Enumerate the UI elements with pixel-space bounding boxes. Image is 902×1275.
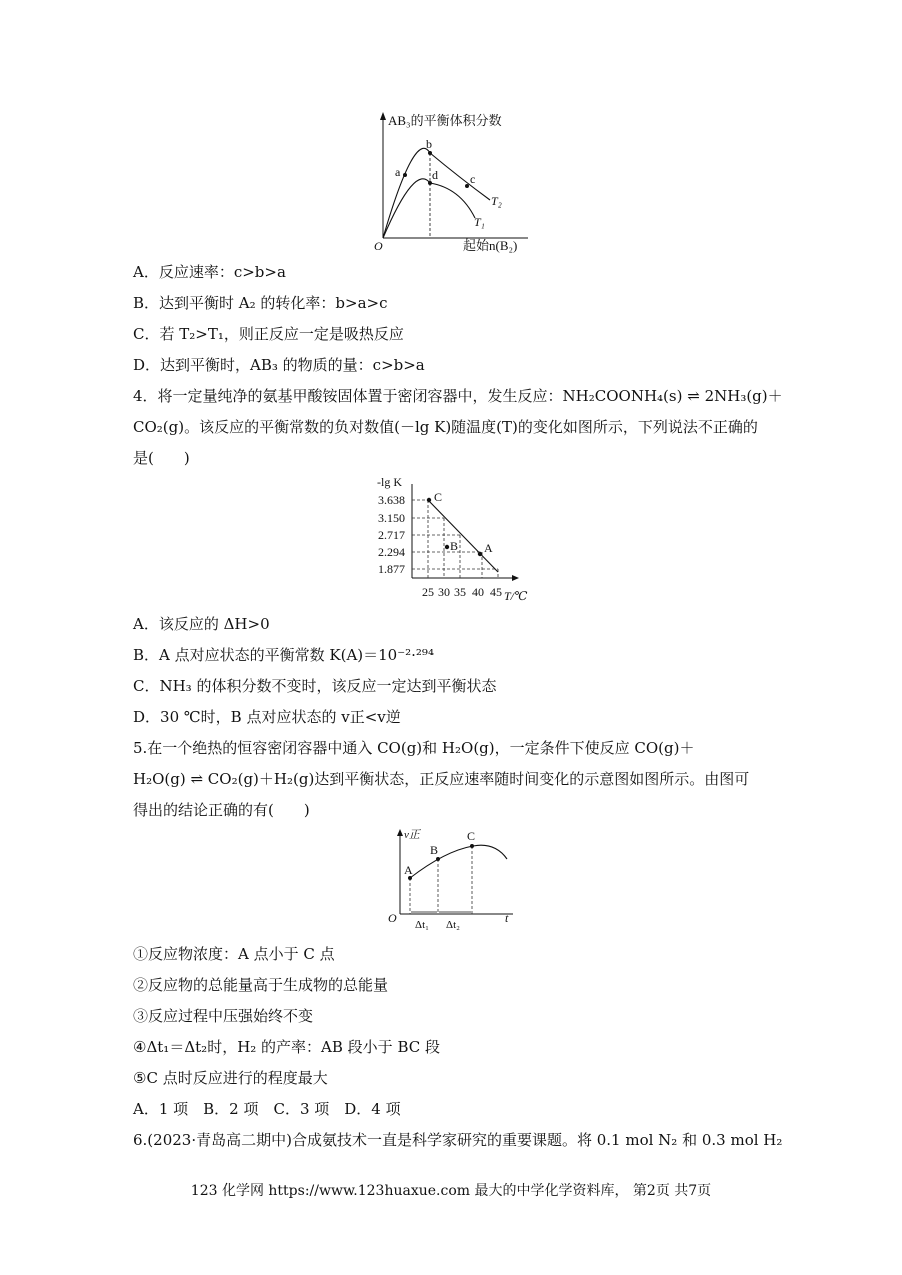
figure-rate-vs-time [385, 826, 520, 936]
q5-options: A．1 项 B．2 项 C．3 项 D．4 项 [133, 1100, 401, 1118]
fig3-point-a: A [404, 863, 413, 877]
q5-item-2: ②反应物的总能量高于生成物的总能量 [133, 976, 389, 994]
fig1-point-d: d [432, 168, 438, 182]
q4-option-a: A．该反应的 ΔH>0 [133, 615, 270, 633]
fig1-curve-t2: T₂ [491, 194, 502, 208]
fig2-ytick: 1.877 [378, 562, 405, 576]
fig3-point-c: C [467, 829, 476, 843]
fig2-xtick: 35 [454, 585, 466, 599]
q5-stem-line2: H₂O(g) ⇌ CO₂(g)＋H₂(g)达到平衡状态，正反应速率随时间变化的示意图如图所示。由图可 [133, 770, 750, 788]
q5-item-4: ④Δt₁＝Δt₂时，H₂ 的产率：AB 段小于 BC 段 [133, 1038, 440, 1056]
q4-stem-line2: CO₂(g)。该反应的平衡常数的负对数值(－lg K)随温度(T)的变化如图所示，下列说法不正确的 [133, 418, 758, 436]
fig3-origin: O [388, 911, 397, 925]
q5-item-3: ③反应过程中压强始终不变 [133, 1007, 314, 1025]
figure-lgk-vs-temperature [372, 478, 542, 606]
fig2-ylabel: -lg K [377, 478, 402, 489]
page-footer: 123 化学网 https://www.123huaxue.com 最大的中学化学资料库， 第2页 共7页 [190, 1183, 712, 1199]
figure-equilibrium-volume-fraction [370, 108, 540, 253]
fig2-point-b: B [450, 539, 459, 553]
q3-option-d: D．达到平衡时，AB₃ 的物质的量：c>b>a [133, 356, 425, 374]
fig1-xlabel: 起始n(B₂) [463, 238, 518, 253]
fig1-origin: O [374, 239, 383, 253]
fig2-xtick: 25 [422, 585, 434, 599]
q3-option-b: B．达到平衡时 A₂ 的转化率：b>a>c [133, 294, 388, 312]
q4-stem-line1: 4．将一定量纯净的氨基甲酸铵固体置于密闭容器中，发生反应：NH₂COONH₄(s) ⇌ 2NH₃(g)＋ [133, 387, 783, 405]
fig1-point-a: a [395, 165, 401, 179]
q5-item-5: ⑤C 点时反应进行的程度最大 [133, 1069, 328, 1087]
fig2-xlabel: T/℃ [504, 589, 528, 603]
fig2-xtick: 30 [438, 585, 450, 599]
q4-stem-line3: 是( ) [133, 449, 190, 467]
q4-option-c: C．NH₃ 的体积分数不变时，该反应一定达到平衡状态 [133, 677, 497, 695]
q5-stem-line1: 5.在一个绝热的恒容密闭容器中通入 CO(g)和 H₂O(g)，一定条件下使反应 CO(g)＋ [133, 739, 695, 757]
fig2-point-a: A [484, 541, 493, 555]
q3-option-c: C．若 T₂>T₁，则正反应一定是吸热反应 [133, 325, 404, 343]
fig1-point-b: b [426, 137, 432, 151]
q5-stem-line3: 得出的结论正确的有( ) [133, 801, 310, 819]
fig2-ytick: 2.294 [378, 545, 405, 559]
q5-item-1: ①反应物浓度：A 点小于 C 点 [133, 945, 335, 963]
fig2-point-c: C [434, 490, 443, 504]
fig3-xlabel: t [505, 911, 509, 925]
fig2-xtick: 40 [472, 585, 484, 599]
q4-option-d: D．30 ℃时，B 点对应状态的 v正<v逆 [133, 708, 401, 726]
q6-stem-line1: 6.(2023·青岛高二期中)合成氨技术一直是科学家研究的重要课题。将 0.1 mol N₂ 和 0.3 mol H₂ [133, 1131, 783, 1149]
fig2-ytick: 3.150 [378, 511, 405, 525]
fig3-point-b: B [430, 843, 439, 857]
fig2-ytick: 2.717 [378, 528, 405, 542]
fig1-curve-t1: T₁ [474, 215, 485, 229]
fig2-xtick: 45 [490, 585, 502, 599]
fig3-interval-2: Δt₂ [446, 919, 460, 931]
fig3-ylabel: v正 [404, 829, 420, 841]
fig2-ytick: 3.638 [378, 493, 405, 507]
fig3-interval-1: Δt₁ [415, 919, 429, 931]
fig1-ylabel: AB₃的平衡体积分数 [388, 113, 502, 128]
q3-option-a: A．反应速率：c>b>a [133, 263, 286, 281]
fig1-point-c: c [470, 172, 476, 186]
q4-option-b: B．A 点对应状态的平衡常数 K(A)＝10⁻²·²⁹⁴ [133, 646, 434, 664]
